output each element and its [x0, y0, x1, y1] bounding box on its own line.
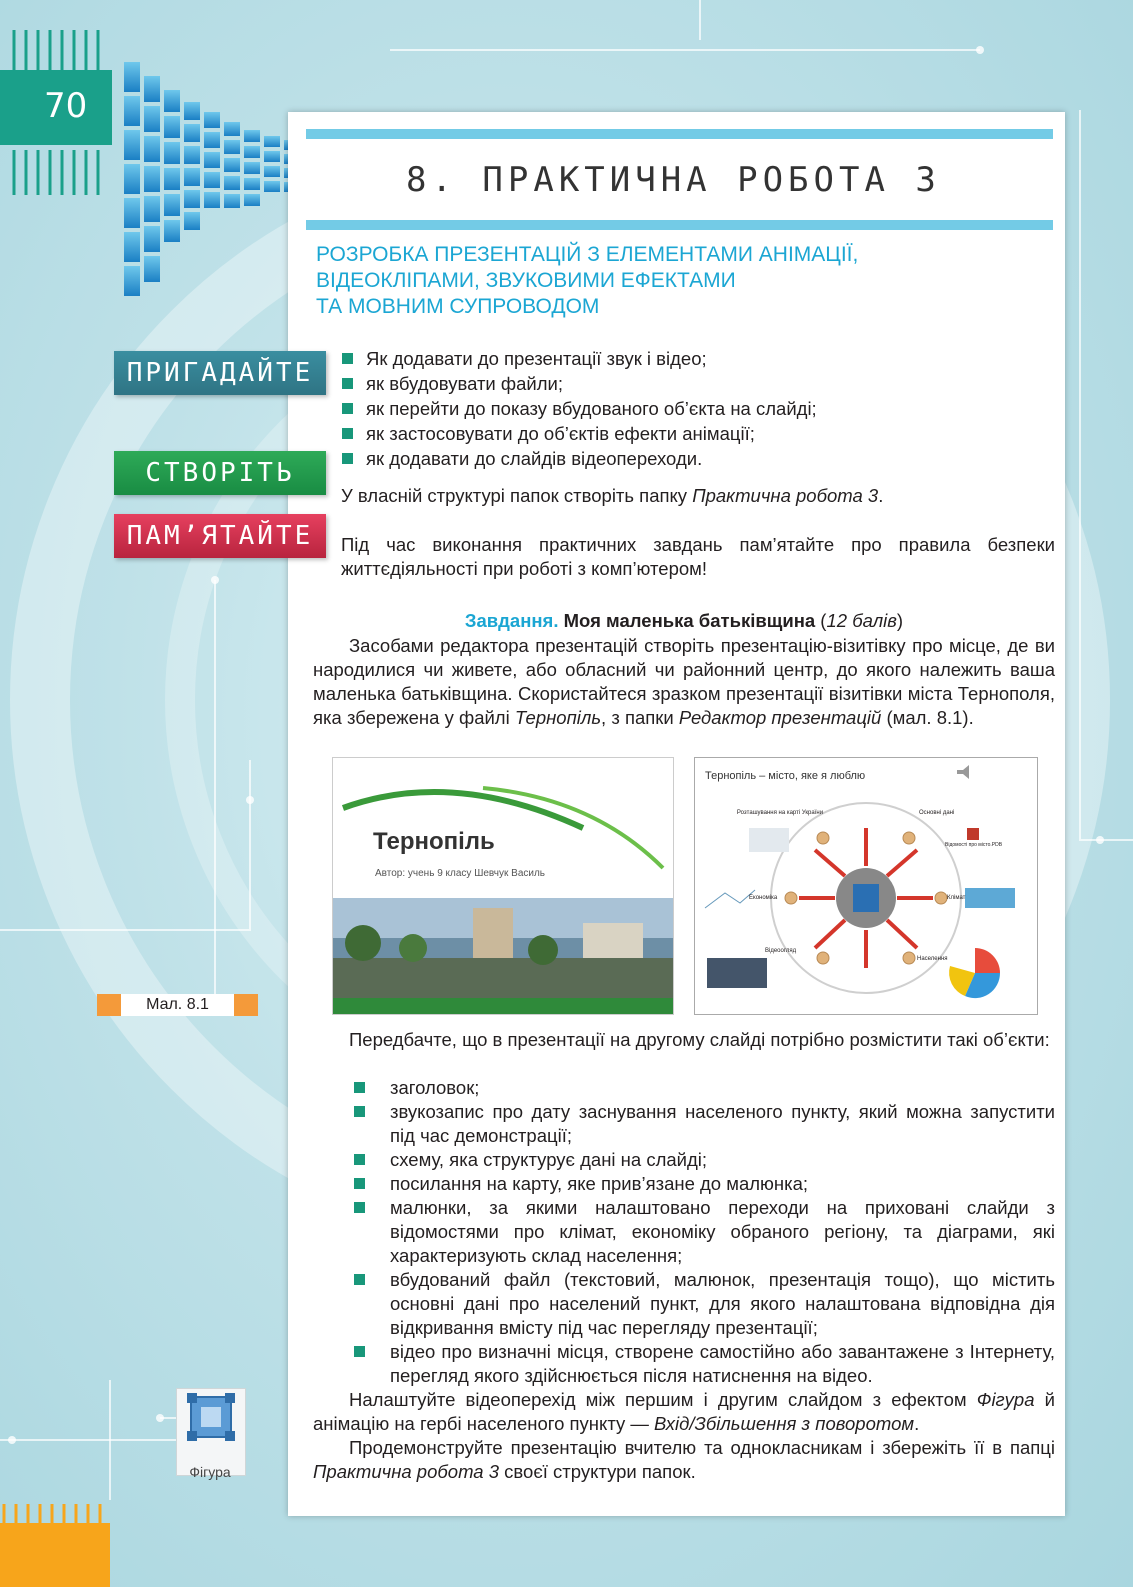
final-text [313, 1436, 1055, 1484]
slide1-author: Автор: учень 9 класу Шевчук Василь [375, 868, 546, 879]
task-body-file: Тернопіль [514, 707, 602, 728]
slide-thumbnail-title [332, 757, 674, 1015]
list-item: відео про визначні місця, створене самостійно або завантажене з Інтернету, перегляд якого здійснюється після натиснення на відео. [350, 1340, 1055, 1388]
slide2-file-caption: Вiдомостi про місто.PDB [945, 842, 1003, 848]
tag-memory: ПАМ’ЯТАЙТЕ [114, 514, 326, 558]
task-points-close: ) [896, 610, 904, 631]
transition-effect: Фігура [976, 1389, 1035, 1410]
slide1-title: Тернопіль [373, 828, 495, 855]
transition-text [313, 1388, 1055, 1436]
create-text-prefix: У власній структурі папок створіть папку [341, 485, 693, 506]
task-label: Завдання. [464, 610, 559, 631]
slide2-node: Відеоогляд [765, 948, 797, 954]
task-body-text: (мал. 8.1). [881, 707, 974, 728]
list-item: звукозапис про дату заснування населеного пункту, який можна запустити під час демонстрації; [350, 1100, 1055, 1148]
list-item: як додавати до слайдів відеопереходи. [340, 446, 1040, 471]
slide1-graphic [333, 758, 673, 1014]
slide2-node: Основні дані [919, 810, 955, 816]
bottom-corner-tab [0, 1523, 110, 1587]
task-body-text: , з папки [601, 707, 679, 728]
chapter-title: 8. ПРАКТИЧНА РОБОТА 3 [406, 160, 941, 200]
list-item: малюнки, за якими налаштовано переходи на приховані слайди з відомостями про клімат, економіку обраного регіону, та діаграми, які характеризують склад населення; [350, 1196, 1055, 1268]
transition-text-part: й анімацію на гербі населеного пункту — [313, 1389, 1055, 1434]
objects-list [350, 1076, 1055, 1388]
objects-intro: Передбачте, що в презентації на другому слайді потрібно розмістити такі об’єкти: [349, 1029, 1050, 1050]
list-item: заголовок; [350, 1076, 1055, 1100]
task-points [815, 610, 903, 631]
memory-text: Під час виконання практичних завдань пам’ятайте про правила безпеки життєдіяльності при роботі з комп’ютером! [341, 534, 1055, 579]
final-text-part: своєї структури папок. [499, 1461, 696, 1482]
transition-text-part: . [914, 1413, 920, 1434]
task-points-open: ( [815, 610, 827, 631]
task-points-value: 12 балів [826, 610, 897, 631]
create-text-suffix: . [878, 485, 884, 506]
subtitle-line: РОЗРОБКА ПРЕЗЕНТАЦІЙ З ЕЛЕМЕНТАМИ АНІМАЦІЇ, [316, 243, 859, 266]
transition-animation: Вхід/Збільшення з поворотом [654, 1413, 915, 1434]
tag-remember: ПРИГАДАЙТЕ [114, 351, 326, 395]
slide2-node: Розташування на карті України [736, 810, 824, 816]
figure-caption-marker [234, 994, 258, 1016]
figura-transition-icon-box [176, 1388, 246, 1476]
figure-caption: Мал. 8.1 [146, 996, 209, 1013]
list-item: посилання на карту, яке прив’язане до малюнка; [350, 1172, 1055, 1196]
slide2-node: Населення [917, 956, 948, 962]
header-stripe-bottom [306, 220, 1053, 230]
task-body-folder: Редактор презентацій [678, 707, 882, 728]
icon-wall-decoration [122, 62, 312, 302]
create-text [341, 484, 1055, 508]
figure-caption-marker [97, 994, 121, 1016]
list-item: як вбудовувати файли; [340, 371, 1040, 396]
tag-create: СТВОРІТЬ [114, 451, 326, 495]
slide-thumbnail-scheme [694, 757, 1038, 1015]
transition-text-part: Налаштуйте відеоперехід між першим і другим слайдом з ефектом [349, 1389, 977, 1410]
speaker-icon [957, 765, 969, 779]
subtitle-line: ТА МОВНИМ СУПРОВОДОМ [316, 295, 600, 318]
slide2-node: Економіка [749, 895, 778, 901]
list-item: як перейти до показу вбудованого об’єкта на слайді; [340, 396, 1040, 421]
header-stripe-top [306, 129, 1053, 139]
list-item: як застосовувати до об’єктів ефекти анімації; [340, 421, 1040, 446]
subtitle-line: ВІДЕОКЛІПАМИ, ЗВУКОВИМИ ЕФЕКТАМИ [316, 269, 736, 292]
task-heading [313, 610, 1055, 632]
create-text-folder: Практична робота 3 [692, 485, 879, 506]
task-body-text: Засобами редактора презентацій створіть презентацію-візитівку про місце, де ви народилися чи живете, або обласний чи районний центр, до якого належить ваша маленька батьківщина. Скористайтеся зразком презентації візитівки міста Тернополя, яка збережена у файлі [313, 635, 1055, 728]
final-folder: Практична робота 3 [313, 1461, 500, 1482]
task-body [313, 634, 1055, 730]
slide2-title: Тернопіль – місто, яке я люблю [705, 770, 866, 782]
page-number: 70 [44, 86, 88, 126]
slide2-diagram [695, 758, 1037, 1014]
list-item: схему, яка структурує дані на слайді; [350, 1148, 1055, 1172]
shape-transition-icon [177, 1389, 245, 1453]
remember-list [340, 346, 1040, 471]
list-item: Як додавати до презентації звук і відео; [340, 346, 1040, 371]
chapter-subtitle [316, 242, 1036, 320]
figura-label: Фігура [189, 1464, 231, 1480]
slide2-node: Клімат [947, 895, 966, 901]
final-text-part: Продемонструйте презентацію вчителю та однокласникам і збережіть її в папці [349, 1437, 1055, 1458]
list-item: вбудований файл (текстовий, малюнок, презентація тощо), що містить основні дані про населений пункт, для якого налаштована відповідна дія відкривання вмісту під час перегляду презентації; [350, 1268, 1055, 1340]
task-title: Моя маленька батьківщина [563, 610, 816, 631]
